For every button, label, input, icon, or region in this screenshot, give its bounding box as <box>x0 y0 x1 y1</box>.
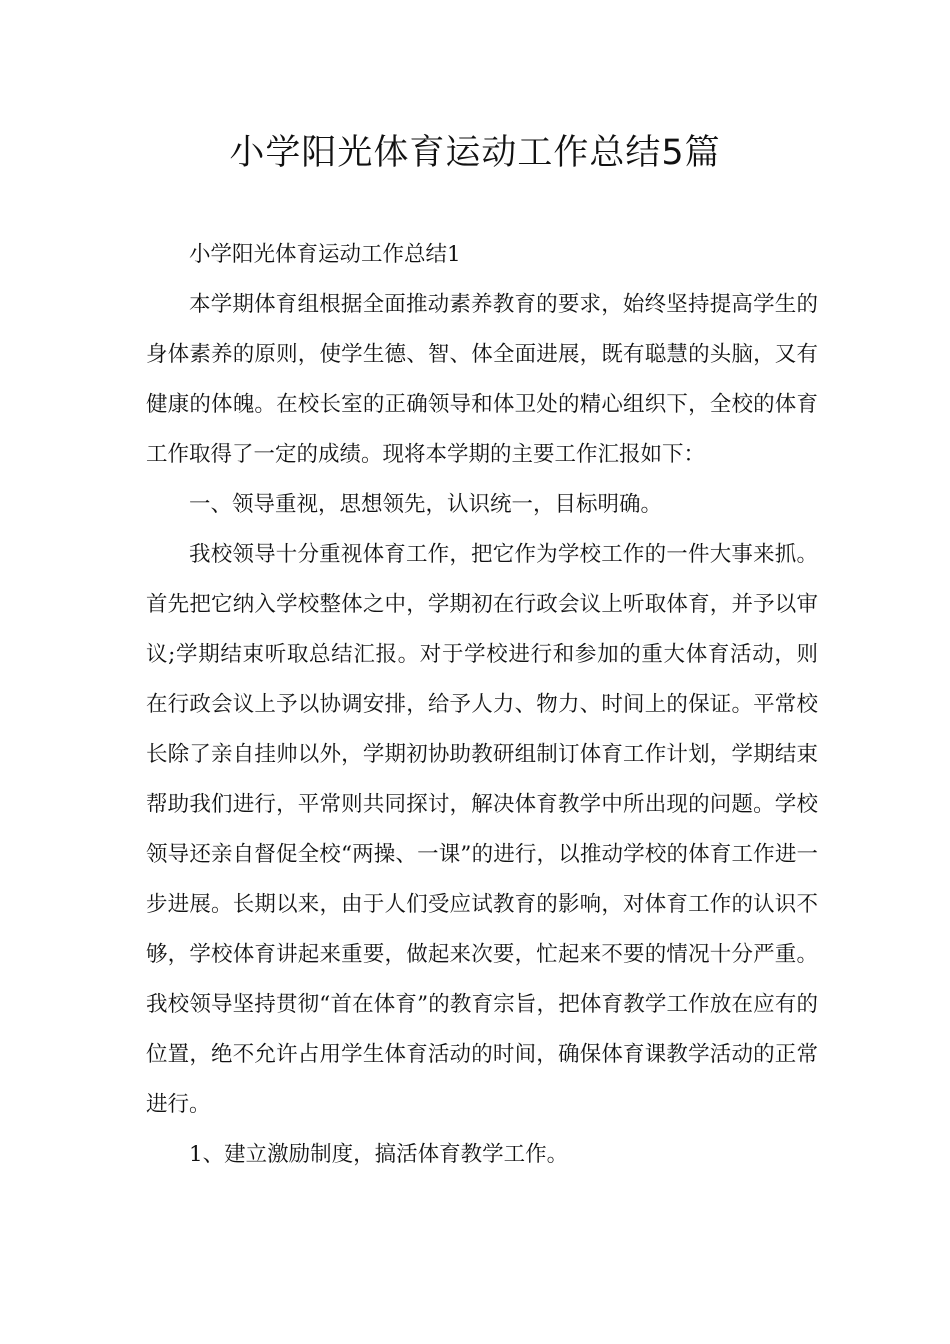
paragraph-intro: 本学期体育组根据全面推动素养教育的要求，始终坚持提高学生的身体素养的原则，使学生德、智、体全面进展，既有聪慧的头脑，又有健康的体魄。在校长室的正确领导和体卫处的精心组织下，全校的体育工作取得了一定的成绩。现将本学期的主要工作汇报如下： <box>146 292 818 467</box>
paragraph-subheading-1: 1、建立激励制度，搞活体育教学工作。 <box>189 1142 569 1167</box>
document-body <box>146 230 818 1180</box>
paragraph-leadership: 我校领导十分重视体育工作，把它作为学校工作的一件大事来抓。首先把它纳入学校整体之中，学期初在行政会议上听取体育，并予以审议;学期结束听取总结汇报。对于学校进行和参加的重大体育活动，则在行政会议上予以协调安排，给予人力、物力、时间上的保证。平常校长除了亲自挂帅以外，学期初协助教研组制订体育工作计划，学期结束帮助我们进行，平常则共同探讨，解决体育教学中所出现的问题。学校领导还亲自督促全校“两操、一课”的进行，以推动学校的体育工作进一步进展。长期以来，由于人们受应试教育的影响，对体育工作的认识不够，学校体育讲起来重要，做起来次要，忙起来不要的情况十分严重。我校领导坚持贯彻“首在体育”的教育宗旨，把体育教学工作放在应有的位置，绝不允许占用学生体育活动的时间，确保体育课教学活动的正常进行。 <box>146 542 818 1117</box>
section-heading: 小学阳光体育运动工作总结1 <box>189 242 461 267</box>
paragraph-heading-one: 一、领导重视，思想领先，认识统一，目标明确。 <box>189 492 663 517</box>
document-title: 小学阳光体育运动工作总结5篇 <box>229 133 721 173</box>
